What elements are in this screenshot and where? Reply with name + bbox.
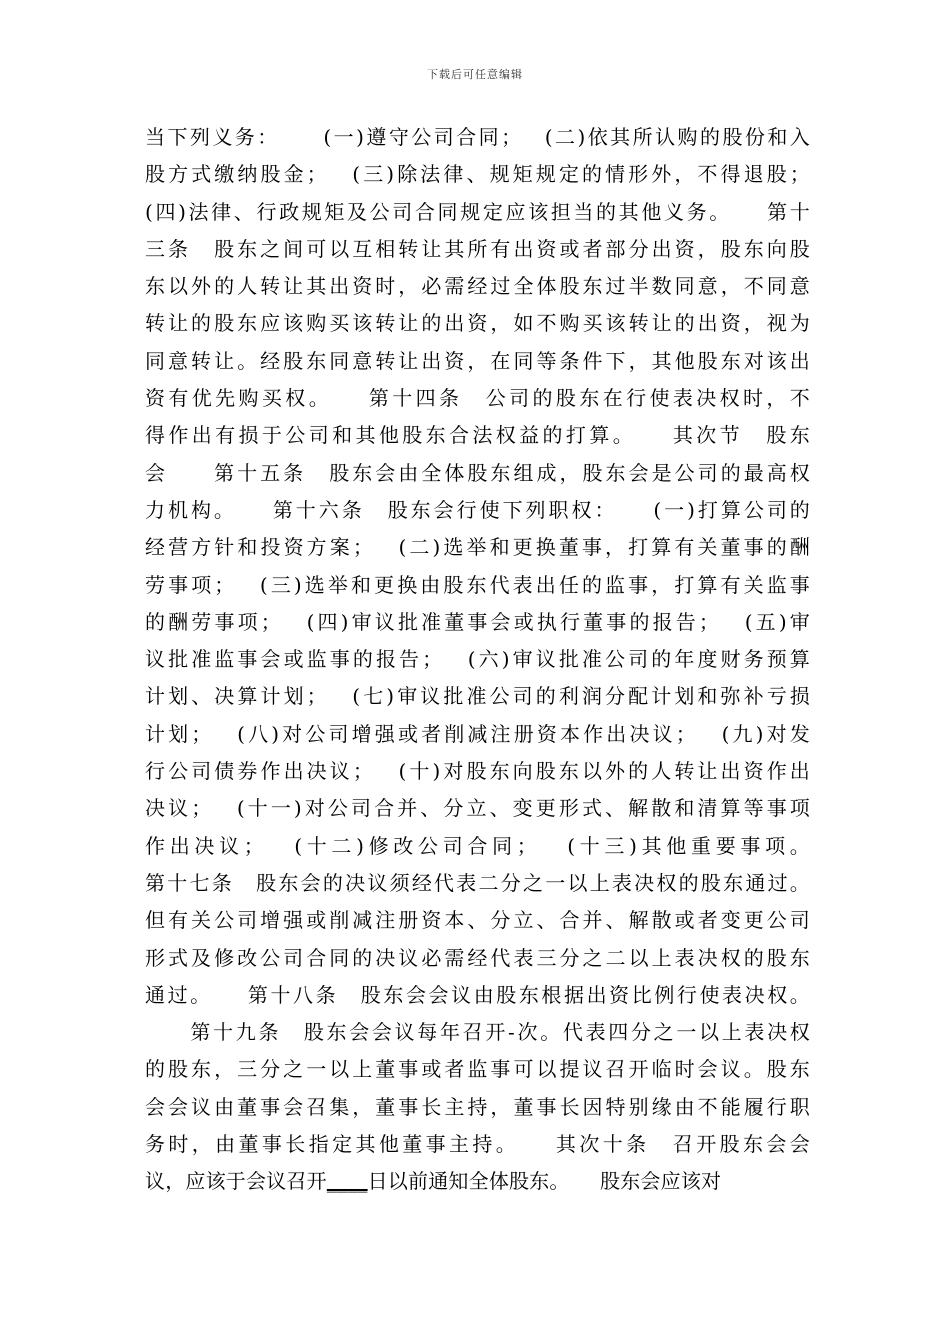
text-line: 经营方针和投资方案； (二)选举和更换董事，打算有关董事的酬: [145, 535, 810, 560]
text-line: 形式及修改公司合同的决议必需经代表三分之二以上表决权的股东: [145, 945, 810, 970]
body-text: [145, 119, 810, 1201]
text-line: 作出决议； (十二)修改公司合同； (十三)其他重要事项。: [145, 833, 810, 858]
page-header: 下载后可任意编辑: [427, 68, 523, 81]
text-line: 得作出有损于公司和其他股东合法权益的打算。 其次节 股东: [145, 423, 810, 448]
text-line: 的股东，三分之一以上董事或者监事可以提议召开临时会议。股东: [145, 1057, 810, 1082]
text-line: 三条 股东之间可以互相转让其所有出资或者部分出资，股东向股: [145, 236, 810, 261]
text-line: 的酬劳事项； (四)审议批准董事会或执行董事的报告； (五)审: [145, 609, 810, 634]
text-line: 计划、决算计划； (七)审议批准公司的利润分配计划和弥补亏损: [145, 684, 810, 709]
text-line: 同意转让。经股东同意转让出资，在同等条件下，其他股东对该出: [145, 348, 810, 373]
text-line: 力机构。 第十六条 股东会行使下列职权： (一)打算公司的: [145, 497, 810, 522]
text-line: 当下列义务： (一)遵守公司合同； (二)依其所认购的股份和入: [145, 125, 810, 149]
text-line-last: [145, 1163, 810, 1200]
text-line: 务时，由董事长指定其他董事主持。 其次十条 召开股东会会: [145, 1132, 810, 1157]
text-segment: 日以前通知全体股东。 股东会应该对: [367, 1169, 722, 1194]
text-line: (四)法律、行政规矩及公司合同规定应该担当的其他义务。 第十: [145, 199, 810, 224]
text-line: 会 第十五条 股东会由全体股东组成，股东会是公司的最高权: [145, 460, 810, 485]
text-line: 计划； (八)对公司增强或者削减注册资本作出决议； (九)对发: [145, 721, 810, 746]
text-line: 但有关公司增强或削减注册资本、分立、合并、解散或者变更公司: [145, 908, 810, 933]
text-line: 转让的股东应该购买该转让的出资，如不购买该转让的出资，视为: [145, 311, 810, 336]
text-line: 议批准监事会或监事的报告； (六)审议批准公司的年度财务预算: [145, 647, 810, 672]
text-line: 第十九条 股东会会议每年召开-次。代表四分之一以上表决权: [145, 1020, 810, 1045]
text-line: 股方式缴纳股金； (三)除法律、规矩规定的情形外，不得退股；: [145, 162, 810, 187]
text-line: 决议； (十一)对公司合并、分立、变更形式、解散和清算等事项: [145, 796, 810, 821]
text-line: 通过。 第十八条 股东会会议由股东根据出资比例行使表决权。: [145, 982, 810, 1007]
text-line: 会会议由董事会召集，董事长主持，董事长因特别缘由不能履行职: [145, 1094, 810, 1119]
text-line: 第十七条 股东会的决议须经代表二分之一以上表决权的股东通过。: [145, 870, 810, 895]
text-line: 行公司债券作出决议； (十)对股东向股东以外的人转让出资作出: [145, 759, 810, 784]
text-line: 东以外的人转让其出资时，必需经过全体股东过半数同意，不同意: [145, 274, 810, 299]
text-line: 劳事项； (三)选举和更换由股东代表出任的监事，打算有关监事: [145, 572, 810, 597]
fill-in-blank: ____: [326, 1169, 368, 1194]
text-line: 资有优先购买权。 第十四条 公司的股东在行使表决权时，不: [145, 386, 810, 411]
text-segment: 议，应该于会议召开: [145, 1169, 327, 1194]
